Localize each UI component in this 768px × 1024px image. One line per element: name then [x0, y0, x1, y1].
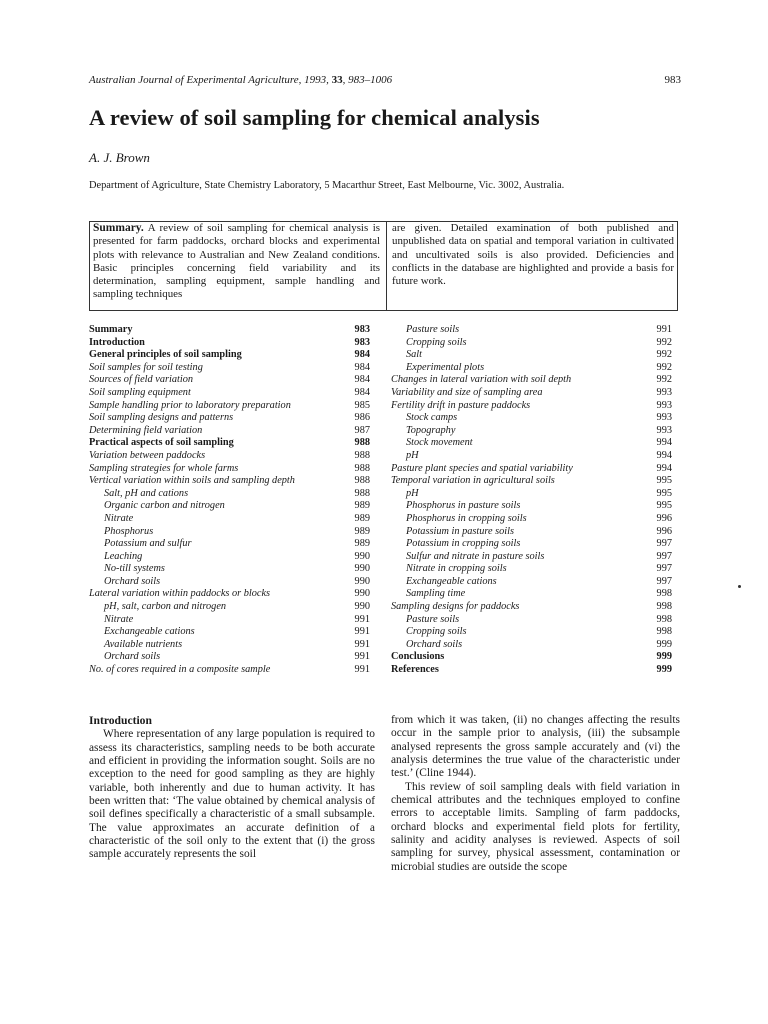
toc-entry-title: Vertical variation within soils and sampling depth [89, 475, 295, 487]
toc-entry-page: 989 [354, 512, 370, 524]
toc-entry-page: 998 [656, 613, 672, 625]
toc-entry-title: Organic carbon and nitrogen [104, 500, 225, 512]
toc-entry [391, 563, 672, 576]
affiliation: Department of Agriculture, State Chemistry Laboratory, 5 Macarthur Street, East Melbourne, Vic. 3002, Australia. [89, 180, 565, 191]
toc-entry-page: 992 [656, 336, 672, 348]
toc-entry [89, 551, 370, 564]
toc-entry-page: 990 [354, 550, 370, 562]
toc-entry-title: Introduction [89, 336, 145, 348]
toc-entry-title: Orchard soils [406, 638, 463, 650]
toc-entry [89, 475, 370, 488]
toc-entry-title: pH [406, 449, 419, 461]
toc-entry-page: 997 [656, 575, 672, 587]
toc-entry [391, 488, 672, 501]
toc-entry-title: Pasture soils [406, 324, 460, 335]
toc-entry-page: 993 [656, 386, 672, 398]
journal-pages: , 983–1006 [342, 74, 393, 86]
toc-entry-title: Exchangeable cations [406, 575, 497, 587]
toc-entry [391, 387, 672, 400]
toc-entry-title: pH [406, 487, 419, 499]
toc-entry-page: 997 [656, 538, 672, 550]
toc-entry-title: Conclusions [391, 651, 445, 663]
toc-entry-title: Salt [406, 349, 423, 361]
toc-entry [89, 538, 370, 551]
toc-entry-page: 984 [354, 386, 370, 398]
toc-entry-page: 994 [656, 437, 672, 449]
toc-entry-title: Nitrate in cropping soils [406, 563, 507, 575]
toc-entry-title: Topography [406, 424, 456, 436]
toc-entry-title: Phosphorus [104, 525, 154, 537]
toc-entry-title: No. of cores required in a composite sample [89, 664, 271, 676]
toc-entry-page: 992 [656, 349, 672, 361]
toc-entry-page: 991 [354, 613, 370, 625]
article-title: A review of soil sampling for chemical analysis [89, 105, 540, 130]
toc-entry-title: Orchard soils [104, 651, 161, 663]
toc-entry-page: 983 [354, 324, 370, 335]
toc-entry [391, 362, 672, 375]
toc-entry [391, 576, 672, 589]
toc-entry-title: Changes in lateral variation with soil depth [391, 374, 572, 386]
toc-entry-page: 995 [656, 500, 672, 512]
toc-entry-page: 991 [354, 664, 370, 676]
toc-entry-title: Stock camps [406, 412, 458, 424]
toc-entry-page: 990 [354, 588, 370, 600]
toc-entry-title: Soil samples for soil testing [89, 361, 203, 373]
toc-entry-title: Potassium in pasture soils [406, 525, 515, 537]
toc-entry-title: Potassium in cropping soils [406, 538, 521, 550]
summary-label: Summary. [93, 222, 144, 234]
toc-entry-title: Pasture soils [406, 613, 460, 625]
toc-entry [89, 526, 370, 539]
toc-entry-title: No-till systems [104, 563, 165, 575]
toc-entry [89, 400, 370, 413]
toc-right-column [391, 324, 672, 677]
toc-entry [391, 526, 672, 539]
toc-entry-page: 991 [656, 324, 672, 335]
toc-entry-page: 984 [354, 361, 370, 373]
toc-entry-title: Fertility drift in pasture paddocks [391, 399, 531, 411]
toc-entry [391, 639, 672, 652]
toc-entry-page: 998 [656, 601, 672, 613]
journal-citation [89, 74, 392, 86]
toc-entry [89, 412, 370, 425]
toc-entry-page: 988 [354, 437, 370, 449]
toc-entry-title: Pasture plant species and spatial variability [391, 462, 573, 474]
journal-name: Australian Journal of Experimental Agriculture [89, 74, 299, 86]
toc-entry-title: References [391, 664, 439, 676]
toc-entry-title: Variation between paddocks [89, 449, 206, 461]
toc-entry-title: Leaching [104, 550, 143, 562]
toc-entry-title: Phosphorus in pasture soils [406, 500, 521, 512]
toc-entry-title: Cropping soils [406, 336, 467, 348]
toc-entry-page: 993 [656, 399, 672, 411]
toc-entry [391, 500, 672, 513]
toc-entry-page: 994 [656, 449, 672, 461]
toc-entry-title: Potassium and sulfur [104, 538, 192, 550]
toc-entry [89, 651, 370, 664]
toc-entry-title: Exchangeable cations [104, 626, 195, 638]
toc-entry-page: 988 [354, 462, 370, 474]
toc-entry [391, 400, 672, 413]
toc-entry [89, 362, 370, 375]
section-heading-introduction: Introduction [89, 714, 152, 727]
toc-entry-title: Sampling strategies for whole farms [89, 462, 239, 474]
body-left-column [89, 714, 375, 862]
toc-entry [89, 588, 370, 601]
toc-entry-page: 988 [354, 475, 370, 487]
journal-volume: 33 [331, 74, 343, 86]
toc-entry-title: Cropping soils [406, 626, 467, 638]
toc-entry-page: 998 [656, 588, 672, 600]
toc-entry-title: Sulfur and nitrate in pasture soils [406, 550, 545, 562]
toc-entry [89, 563, 370, 576]
toc-entry [391, 513, 672, 526]
toc-entry [89, 450, 370, 463]
toc-entry-title: Experimental plots [406, 361, 485, 373]
toc-entry [391, 601, 672, 614]
summary-left-text: A review of soil sampling for chemical analysis is presented for farm paddocks, orchard blocks and experimental plots with relevance to Australian and New Zealand conditions. Basic principles concerning field variability and its determination, sampling equipment, sample handling and sampling techniques [93, 222, 380, 301]
toc-entry [391, 324, 672, 337]
toc-entry [89, 639, 370, 652]
toc-entry-page: 988 [354, 449, 370, 461]
toc-entry [89, 387, 370, 400]
toc-entry-title: Orchard soils [104, 575, 161, 587]
toc-entry [89, 349, 370, 362]
toc-entry-page: 997 [656, 563, 672, 575]
toc-entry-page: 983 [354, 336, 370, 348]
toc-entry [391, 412, 672, 425]
toc-entry [391, 450, 672, 463]
toc-entry-page: 994 [656, 462, 672, 474]
toc-entry-title: pH, salt, carbon and nitrogen [104, 601, 227, 613]
toc-entry [89, 576, 370, 589]
toc-entry-page: 990 [354, 563, 370, 575]
toc-entry [89, 374, 370, 387]
toc-entry-page: 992 [656, 361, 672, 373]
toc-entry-page: 989 [354, 538, 370, 550]
toc-entry-title: Salt, pH and cations [104, 487, 189, 499]
toc-entry [89, 601, 370, 614]
toc-entry-page: 993 [656, 424, 672, 436]
toc-entry-page: 988 [354, 487, 370, 499]
summary-right-column: are given. Detailed examination of both published and unpublished data on spatial and temporal variation in cultivated and uncultivated soils is also provided. Deficiencies and conflicts in the database are highlighted and provide a basis for future work. [392, 222, 674, 288]
toc-entry-title: Sample handling prior to laboratory preparation [89, 399, 291, 411]
toc-entry-page: 984 [354, 349, 370, 361]
intro-paragraph-1: Where representation of any large population is required to assess its characteristics, sampling needs to be both accurate and efficient in providing the information sought. Soils are no exception to the need for good sampling as they are highly variable, both inherently and due to human activity. It has been written that: ‘The value obtained by chemical analysis of soil defines specifically a characteristic of a small subsample. The value approximates an accurate definition of a characteristic of the soil only to the extent that (i) the gross sample accurately represents the soil [89, 728, 375, 861]
body-right-column [391, 714, 680, 874]
toc-entry-page: 990 [354, 575, 370, 587]
toc-entry [89, 337, 370, 350]
toc-entry-title: Sources of field variation [89, 374, 194, 386]
summary-divider [386, 222, 387, 310]
toc-entry-page: 999 [656, 664, 672, 676]
toc-entry [89, 500, 370, 513]
toc-entry [391, 475, 672, 488]
toc-entry-title: Sampling designs for paddocks [391, 601, 520, 613]
toc-entry-page: 998 [656, 626, 672, 638]
toc-entry [391, 538, 672, 551]
toc-entry-title: Soil sampling designs and patterns [89, 412, 234, 424]
toc-entry-page: 991 [354, 626, 370, 638]
toc-entry [391, 614, 672, 627]
toc-entry-page: 997 [656, 550, 672, 562]
journal-year: , 1993, [298, 74, 332, 86]
summary-box [89, 221, 678, 311]
toc-left-column [89, 324, 370, 677]
toc-entry [391, 588, 672, 601]
toc-entry-page: 986 [354, 412, 370, 424]
toc-entry [89, 324, 370, 337]
toc-entry [89, 425, 370, 438]
intro-paragraph-1-continued: from which it was taken, (ii) no changes affecting the results occur in the sample prior to analysis, (iii) the subsample analysed represents the gross sample accurately and (vi) the analysis determines the true value of the characteristic under test.’ (Cline 1944). [391, 714, 680, 780]
toc-entry-page: 989 [354, 525, 370, 537]
toc-entry [89, 664, 370, 677]
toc-entry-title: Determining field variation [89, 424, 203, 436]
toc-entry-title: Variability and size of sampling area [391, 386, 543, 398]
toc-entry [391, 337, 672, 350]
toc-entry-page: 996 [656, 512, 672, 524]
toc-entry-title: Summary [89, 324, 133, 335]
toc-entry-title: Stock movement [406, 437, 473, 449]
toc-entry [89, 513, 370, 526]
toc-entry-page: 987 [354, 424, 370, 436]
toc-entry-title: Available nutrients [104, 638, 183, 650]
toc-entry [89, 614, 370, 627]
toc-entry-title: Temporal variation in agricultural soils [391, 475, 555, 487]
toc-entry-page: 989 [354, 500, 370, 512]
summary-left-column [93, 222, 380, 302]
toc-entry-title: Lateral variation within paddocks or blocks [89, 588, 271, 600]
margin-dot [738, 585, 741, 588]
toc-entry-page: 993 [656, 412, 672, 424]
toc-entry-page: 991 [354, 638, 370, 650]
toc-entry [391, 626, 672, 639]
toc-entry-page: 995 [656, 487, 672, 499]
toc-entry-page: 991 [354, 651, 370, 663]
toc-entry [391, 425, 672, 438]
toc-entry [391, 651, 672, 664]
toc-entry-title: Sampling time [406, 588, 466, 600]
toc-entry [391, 374, 672, 387]
toc-entry [89, 488, 370, 501]
toc-entry [89, 626, 370, 639]
toc-entry [89, 437, 370, 450]
toc-entry-title: General principles of soil sampling [89, 349, 242, 361]
toc-entry-page: 992 [656, 374, 672, 386]
toc-entry-title: Phosphorus in cropping soils [406, 512, 527, 524]
toc-entry [391, 349, 672, 362]
toc-entry [89, 463, 370, 476]
page-number: 983 [664, 74, 681, 86]
toc-entry-title: Nitrate [104, 613, 134, 625]
toc-entry-page: 990 [354, 601, 370, 613]
toc-entry-title: Soil sampling equipment [89, 386, 191, 398]
toc-entry-title: Practical aspects of soil sampling [89, 437, 234, 449]
toc-entry-title: Nitrate [104, 512, 134, 524]
toc-entry-page: 999 [656, 638, 672, 650]
toc-entry-page: 999 [656, 651, 672, 663]
intro-paragraph-2: This review of soil sampling deals with field variation in chemical attributes and the techniques employed to confine errors to acceptable limits. Sampling of farm paddocks, orchard blocks and experimental field plots for fertility, salinity and acidity analyses is reviewed. Aspects of soil sampling for survey, physical assessment, contamination or microbial studies are outside the scope [391, 780, 680, 873]
author: A. J. Brown [89, 150, 150, 165]
toc-entry [391, 463, 672, 476]
toc-entry-page: 984 [354, 374, 370, 386]
toc-entry-page: 996 [656, 525, 672, 537]
toc-entry-page: 995 [656, 475, 672, 487]
toc-entry [391, 551, 672, 564]
toc-entry [391, 664, 672, 677]
toc-entry [391, 437, 672, 450]
toc-entry-page: 985 [354, 399, 370, 411]
